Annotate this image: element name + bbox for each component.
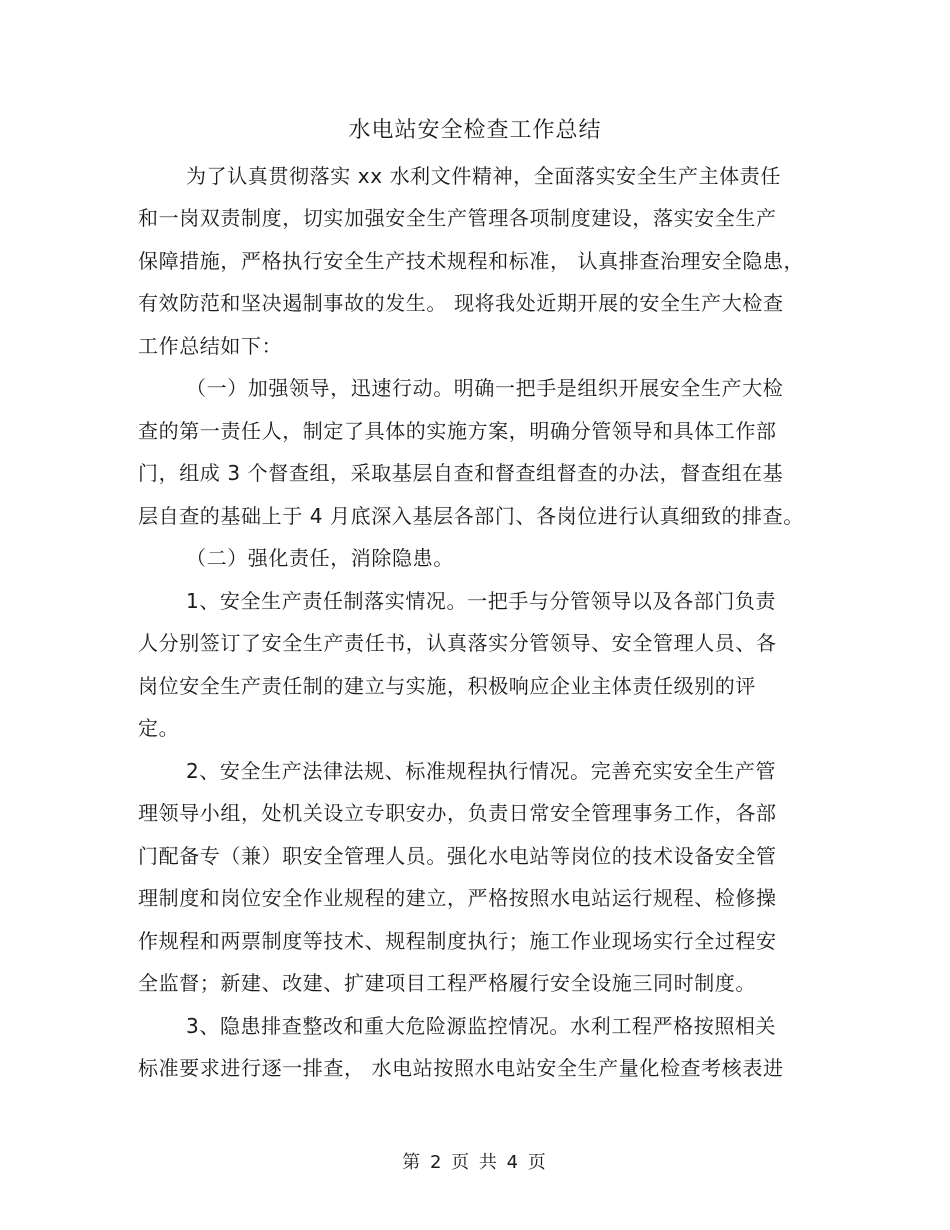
paragraph-line: 门配备专（兼）职安全管理人员。强化水电站等岗位的技术设备安全管 — [138, 844, 777, 868]
paragraph-line: 1、安全生产责任制落实情况。一把手与分管领导以及各部门负责 — [186, 589, 777, 613]
paragraph-line: 工作总结如下： — [138, 334, 283, 358]
paragraph-line: 3、隐患排查整改和重大危险源监控情况。水利工程严格按照相关 — [186, 1014, 777, 1038]
paragraph-line: 岗位安全生产责任制的建立与实施，积极响应企业主体责任级别的评 — [138, 674, 756, 698]
paragraph-line: 人分别签订了安全生产责任书，认真落实分管领导、安全管理人员、各 — [138, 631, 777, 655]
paragraph-line: 查的第一责任人，制定了具体的实施方案，明确分管领导和具体工作部 — [138, 419, 777, 443]
page-number-footer: 第 2 页 共 4 页 — [402, 1152, 548, 1173]
paragraph-line: 全监督；新建、改建、扩建项目工程严格履行安全设施三同时制度。 — [138, 971, 756, 995]
paragraph-line: 2、安全生产法律法规、标准规程执行情况。完善充实安全生产管 — [186, 759, 777, 783]
paragraph-line: 理领导小组，处机关设立专职安办，负责日常安全管理事务工作，各部 — [138, 801, 777, 825]
document-title: 水电站安全检查工作总结 — [348, 118, 602, 143]
paragraph-line: 和一岗双责制度，切实加强安全生产管理各项制度建设，落实安全生产 — [138, 206, 777, 230]
paragraph-line: （一）加强领导，迅速行动。明确一把手是组织开展安全生产大检 — [186, 376, 784, 400]
paragraph-line: 有效防范和坚决遏制事故的发生。 现将我处近期开展的安全生产大检查 — [138, 291, 784, 315]
paragraph-line: 理制度和岗位安全作业规程的建立，严格按照水电站运行规程、检修操 — [138, 886, 777, 910]
paragraph-line: 作规程和两票制度等技术、规程制度执行；施工作业现场实行全过程安 — [138, 929, 777, 953]
paragraph-line: 门，组成 3 个督查组，采取基层自查和督查组督查的办法，督查组在基 — [138, 461, 784, 485]
paragraph-line: 保障措施，严格执行安全生产技术规程和标准， 认真排查治理安全隐患， — [138, 249, 805, 273]
paragraph-line: 定。 — [138, 716, 180, 740]
paragraph-line: 标准要求进行逐一排查， 水电站按照水电站安全生产量化检查考核表进 — [138, 1056, 784, 1080]
section-heading: （二）强化责任，消除隐患。 — [186, 546, 454, 570]
paragraph-line: 为了认真贯彻落实 xx 水利文件精神，全面落实安全生产主体责任 — [186, 164, 781, 188]
paragraph-line: 层自查的基础上于 4 月底深入基层各部门、各岗位进行认真细致的排查。 — [138, 504, 804, 528]
